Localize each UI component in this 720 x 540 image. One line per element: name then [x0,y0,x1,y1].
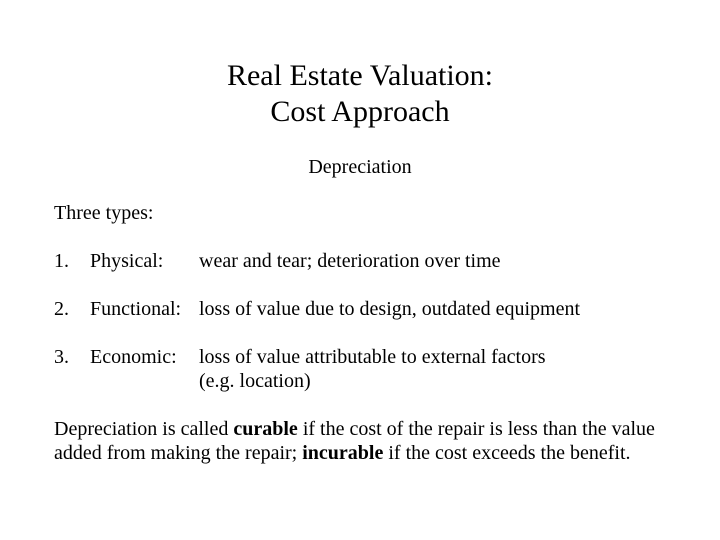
note-term-curable: curable [233,418,298,440]
section-heading: Depreciation [308,156,412,178]
list-item-name: Physical: [90,250,164,272]
description-line-2: (e.g. location) [199,370,311,392]
title-line-2: Cost Approach [270,95,450,128]
note-part-2: if the cost of the repair is less than the value added from making the repair; [54,418,655,464]
intro-text: Three types: [54,202,154,224]
list-item-name: Functional: [90,298,182,320]
note-part-1: Depreciation is called [54,418,234,440]
list-item-description: wear and tear; deterioration over time [199,250,501,272]
note-part-3: if the cost exceeds the benefit. [383,442,631,464]
list-item-number: 3. [54,346,69,368]
list-item-number: 2. [54,298,69,320]
list-item-description [199,345,619,393]
description-line-1: loss of value attributable to external factors [199,346,546,368]
list-item-number: 1. [54,250,69,272]
curable-note [54,417,674,465]
slide-title [0,58,720,130]
note-term-incurable: incurable [302,442,384,464]
list-item-description: loss of value due to design, outdated equipment [199,298,581,320]
title-line-1: Real Estate Valuation: [226,59,494,92]
list-item-name: Economic: [90,346,177,368]
